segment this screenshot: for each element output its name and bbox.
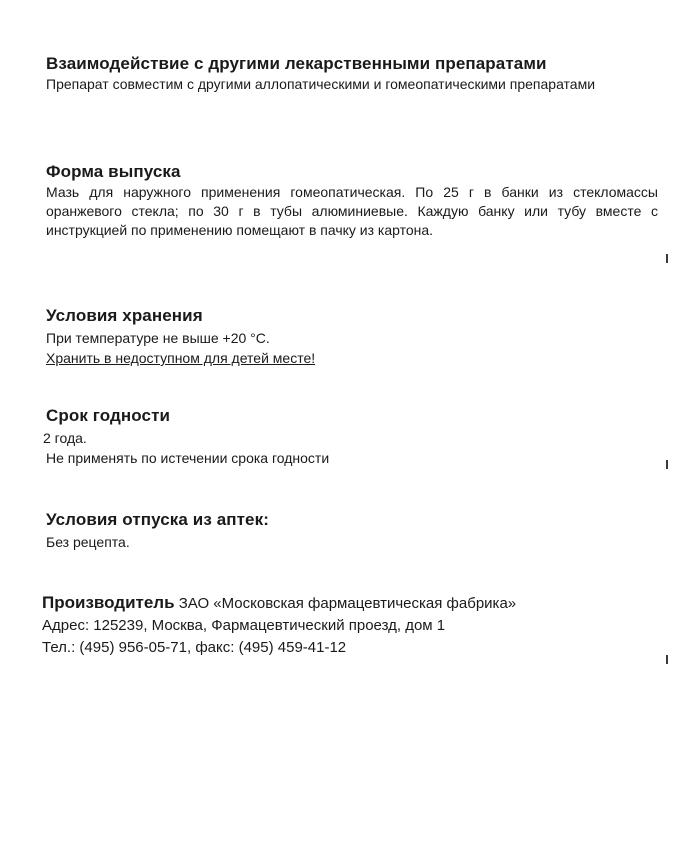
manufacturer-title-line: [42, 592, 662, 615]
section-storage: [46, 306, 658, 368]
manufacturer-label: Производитель: [42, 593, 175, 612]
manufacturer-address: Адрес: 125239, Москва, Фармацевтический проезд, дом 1: [42, 617, 446, 634]
scan-mark: [666, 460, 668, 469]
shelf-life-line-1: 2 года.: [43, 430, 87, 446]
manufacturer-name: ЗАО «Московская фармацевтическая фабрика»: [178, 595, 517, 612]
shelf-life-line-2: Не применять по истечении срока годности: [46, 450, 330, 466]
section-dispensing: [46, 510, 658, 551]
form-text: Мазь для наружного применения гомеопатическая. По 25 г в банки из стекломассы оранжевого стекла; по 30 г в тубы алюминиевые. Каждую банку или тубу вместе с инструкцией по применению помещают в пачку из картона.: [46, 184, 658, 238]
dispensing-heading: Условия отпуска из аптек:: [46, 510, 269, 529]
storage-line-2: Хранить в недоступном для детей месте!: [46, 350, 316, 366]
storage-heading: Условия хранения: [46, 306, 203, 325]
section-interaction: [46, 54, 658, 93]
section-shelf-life: [43, 406, 658, 468]
interaction-heading: Взаимодействие с другими лекарственными препаратами: [46, 54, 547, 73]
manufacturer-contacts: Тел.: (495) 956-05-71, факс: (495) 459-41-12: [42, 639, 347, 656]
form-heading: Форма выпуска: [46, 162, 181, 181]
dispensing-text: Без рецепта.: [46, 534, 130, 550]
section-manufacturer: [42, 592, 662, 659]
scan-mark: [666, 655, 668, 664]
scan-mark: [666, 254, 668, 263]
section-form: [46, 162, 658, 240]
storage-line-1: При температуре не выше +20 °С.: [46, 330, 270, 346]
interaction-text: Препарат совместим с другими аллопатическими и гомеопатическими препаратами: [46, 76, 596, 92]
shelf-life-heading: Срок годности: [46, 406, 171, 425]
